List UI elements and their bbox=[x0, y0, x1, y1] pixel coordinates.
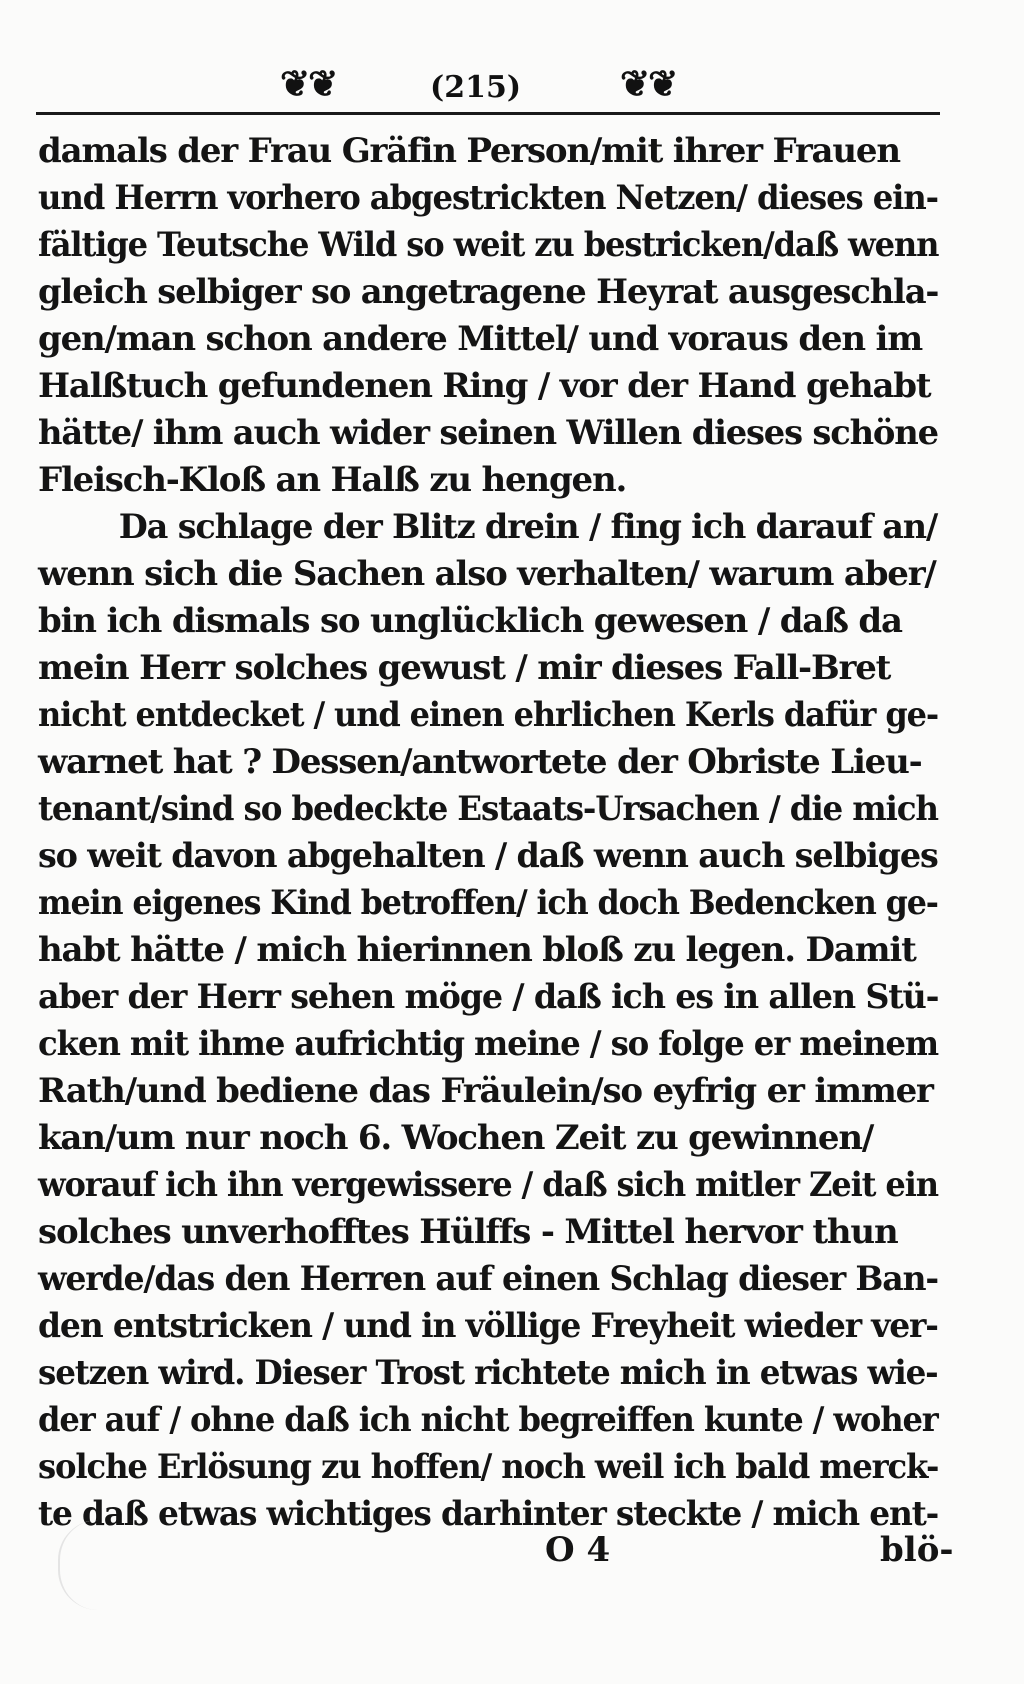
signature-mark: O 4 bbox=[545, 1530, 611, 1570]
text-line: Da schlage der Blitz drein / fing ich darauf an/ bbox=[118, 507, 938, 547]
ornament-right-icon: ❦❦ bbox=[620, 63, 677, 105]
text-line: den entstricken / und in völlige Freyheit wieder ver- bbox=[38, 1306, 938, 1346]
catchword: blö- bbox=[880, 1530, 954, 1570]
text-line: bin ich dismals so unglücklich gewesen / daß da bbox=[38, 601, 902, 641]
text-line: te daß etwas wichtiges darhinter steckte / mich ent- bbox=[38, 1494, 939, 1534]
text-line: gleich selbiger so angetragene Heyrat ausgeschla- bbox=[38, 272, 939, 312]
text-line: tenant/sind so bedeckte Estaats-Ursachen / die mich bbox=[38, 789, 938, 829]
page-header bbox=[280, 60, 700, 110]
text-line: nicht entdecket / und einen ehrlichen Kerls dafür ge- bbox=[38, 695, 939, 735]
text-line: so weit davon abgehalten / daß wenn auch selbiges bbox=[38, 836, 938, 876]
page-number: (215) bbox=[430, 70, 522, 105]
text-line: worauf ich ihn vergewissere / daß sich mitler Zeit ein bbox=[38, 1165, 938, 1205]
text-line: Halßtuch gefundenen Ring / vor der Hand gehabt bbox=[38, 366, 931, 406]
text-line: gen/man schon andere Mittel/ und voraus den im bbox=[38, 319, 922, 359]
text-line: Rath/und bediene das Fräulein/so eyfrig er immer bbox=[38, 1071, 933, 1111]
text-line: setzen wird. Dieser Trost richtete mich in etwas wie- bbox=[38, 1353, 938, 1393]
text-line: und Herrn vorhero abgestrickten Netzen/ dieses ein- bbox=[38, 178, 938, 218]
text-line: cken mit ihme aufrichtig meine / so folge er meinem bbox=[38, 1024, 938, 1064]
text-line: kan/um nur noch 6. Wochen Zeit zu gewinnen/ bbox=[38, 1118, 874, 1158]
text-line: solche Erlösung zu hoffen/ noch weil ich bald merck- bbox=[38, 1447, 939, 1487]
text-line: habt hätte / mich hierinnen bloß zu legen. Damit bbox=[38, 930, 916, 970]
body-text bbox=[38, 128, 958, 1538]
text-line: warnet hat ? Dessen/antwortete der Obriste Lieu- bbox=[38, 742, 922, 782]
text-line: damals der Frau Gräfin Person/mit ihrer Frauen bbox=[38, 131, 900, 171]
text-line: fältige Teutsche Wild so weit zu bestricken/daß wenn bbox=[38, 225, 939, 265]
text-line: werde/das den Herren auf einen Schlag dieser Ban- bbox=[38, 1259, 938, 1299]
bleed-through-mark bbox=[58, 1520, 140, 1610]
text-line: mein eigenes Kind betroffen/ ich doch Bedencken ge- bbox=[38, 883, 938, 923]
ornament-left-icon: ❦❦ bbox=[280, 63, 337, 105]
text-line: hätte/ ihm auch wider seinen Willen dieses schöne bbox=[38, 413, 938, 453]
text-line: wenn sich die Sachen also verhalten/ warum aber/ bbox=[38, 554, 936, 594]
text-line: Fleisch-Kloß an Halß zu hengen. bbox=[38, 460, 627, 500]
text-line: solches unverhofftes Hülffs - Mittel hervor thun bbox=[38, 1212, 898, 1252]
header-rule bbox=[36, 112, 940, 115]
text-line: aber der Herr sehen möge / daß ich es in allen Stü- bbox=[38, 977, 939, 1017]
text-line: der auf / ohne daß ich nicht begreiffen kunte / woher bbox=[38, 1400, 938, 1440]
text-line: mein Herr solches gewust / mir dieses Fall-Bret bbox=[38, 648, 891, 688]
